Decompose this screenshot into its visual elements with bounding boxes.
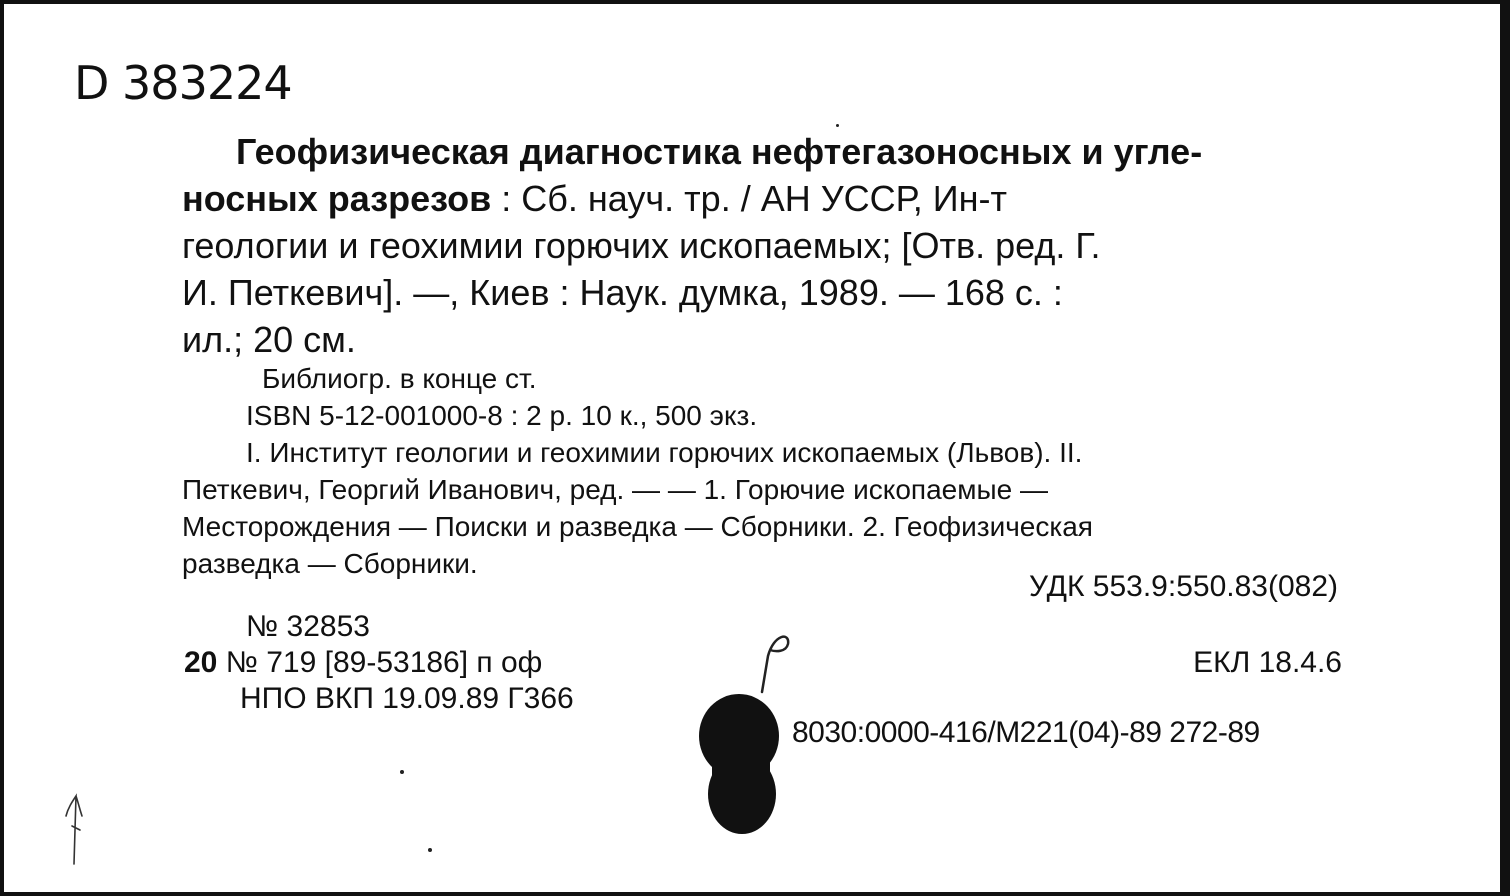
added-entry-line-4: разведка — Сборники. [182, 548, 478, 579]
entry-line-3: И. Петкевич]. —, Киев : Наук. думка, 1989. — 168 с. : [182, 272, 1063, 313]
added-entry-line-3: Месторождения — Поиски и разведка — Сборники. 2. Геофизическая [182, 511, 1093, 542]
entry-line-4: ил.; 20 см. [182, 319, 356, 360]
handwritten-mark-top [756, 624, 796, 694]
ink-blot [694, 694, 794, 844]
registration-number: № 32853 [246, 610, 370, 643]
title-line-2 [182, 175, 1352, 222]
entry-line-1: : Сб. науч. тр. / АН УССР, Ин-т [501, 178, 1008, 219]
isbn-note: ISBN 5-12-001000-8 : 2 р. 10 к., 500 экз. [246, 400, 758, 431]
udk-code: УДК 553.9:550.83(082) [1028, 570, 1338, 603]
title-continuation: носных разрезов [182, 178, 492, 219]
publisher-info: НПО ВКП 19.09.89 Г366 [240, 682, 574, 715]
print-info [184, 646, 542, 680]
catalog-code: 8030:0000-416/М221(04)-89 272-89 [792, 716, 1260, 749]
entry-line-2: геологии и геохимии горючих ископаемых; [Отв. ред. Г. [182, 225, 1101, 266]
added-entry-line-2: Петкевич, Георгий Иванович, ред. — — 1. Горючие ископаемые — [182, 474, 1048, 505]
shelfmark: D 383224 [74, 56, 292, 110]
title-line-1: Геофизическая диагностика нефтегазоносных и угле- [236, 131, 1203, 172]
handwritten-mark-bottom [60, 786, 90, 866]
bibliography-note: Библиогр. в конце ст. [262, 363, 537, 394]
print-prefix: 20 [184, 646, 218, 679]
notes-block [182, 360, 1354, 582]
ekl-code: ЕКЛ 18.4.6 [1193, 646, 1342, 679]
print-order: № 719 [89-53186] п оф [225, 646, 543, 679]
main-entry [182, 128, 1352, 363]
added-entry-line-1: I. Институт геологии и геохимии горючих ископаемых (Львов). II. [246, 437, 1083, 468]
